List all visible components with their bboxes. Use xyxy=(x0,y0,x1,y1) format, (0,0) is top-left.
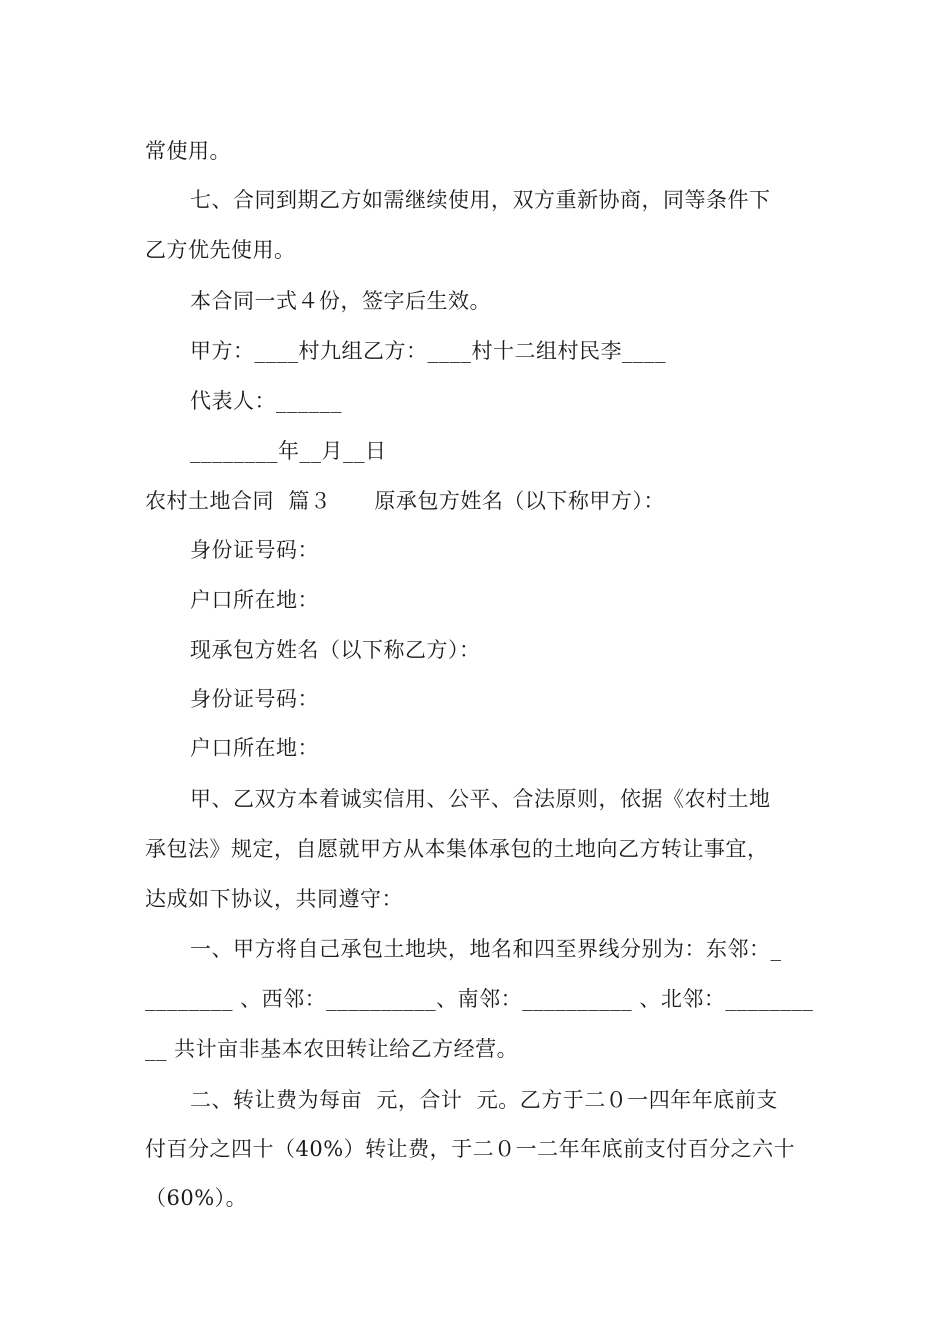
paragraph-line: 常使用。 xyxy=(145,139,231,163)
paragraph-line: 乙方优先使用。 xyxy=(145,238,296,262)
section-heading: 农村土地合同 篇３ 原承包方姓名（以下称甲方）： xyxy=(145,489,665,513)
clause-seven-line: 七、合同到期乙方如需继续使用，双方重新协商，同等条件下 xyxy=(190,188,771,212)
id-number-field: 身份证号码： xyxy=(190,687,319,711)
boundaries-line: ________ 、西邻：__________、南邻：__________ 、北邻：________ xyxy=(145,987,814,1011)
representative-line: 代表人：______ xyxy=(190,389,342,413)
clause-two-line: 二、转让费为每亩 元，合计 元。乙方于二０一四年年底前支 xyxy=(190,1088,778,1112)
paragraph-line: 付百分之四十（40%）转让费，于二０一二年年底前支付百分之六十 xyxy=(145,1137,796,1161)
residence-field: 户口所在地： xyxy=(190,588,319,612)
copies-note: 本合同一式４份，签字后生效。 xyxy=(190,289,491,313)
id-number-field: 身份证号码： xyxy=(190,538,319,562)
paragraph-line: （60%）。 xyxy=(145,1186,248,1210)
clause-one-line: 一、甲方将自己承包土地块，地名和四至界线分别为：东邻：_ xyxy=(190,937,782,961)
residence-field: 户口所在地： xyxy=(190,736,319,760)
paragraph-line: 承包法》规定，自愿就甲方从本集体承包的土地向乙方转让事宜， xyxy=(145,837,769,861)
current-contractor-field: 现承包方姓名（以下称乙方）： xyxy=(190,638,481,662)
paragraph-line: 达成如下协议，共同遵守： xyxy=(145,887,403,911)
paragraph-line: __ 共计亩非基本农田转让给乙方经营。 xyxy=(145,1037,519,1061)
party-signature-line: 甲方：____村九组乙方：____村十二组村民李____ xyxy=(190,339,666,363)
agreement-intro-line: 甲、乙双方本着诚实信用、公平、合法原则，依据《农村土地 xyxy=(190,787,771,811)
date-line: ________年__月__日 xyxy=(190,439,387,463)
